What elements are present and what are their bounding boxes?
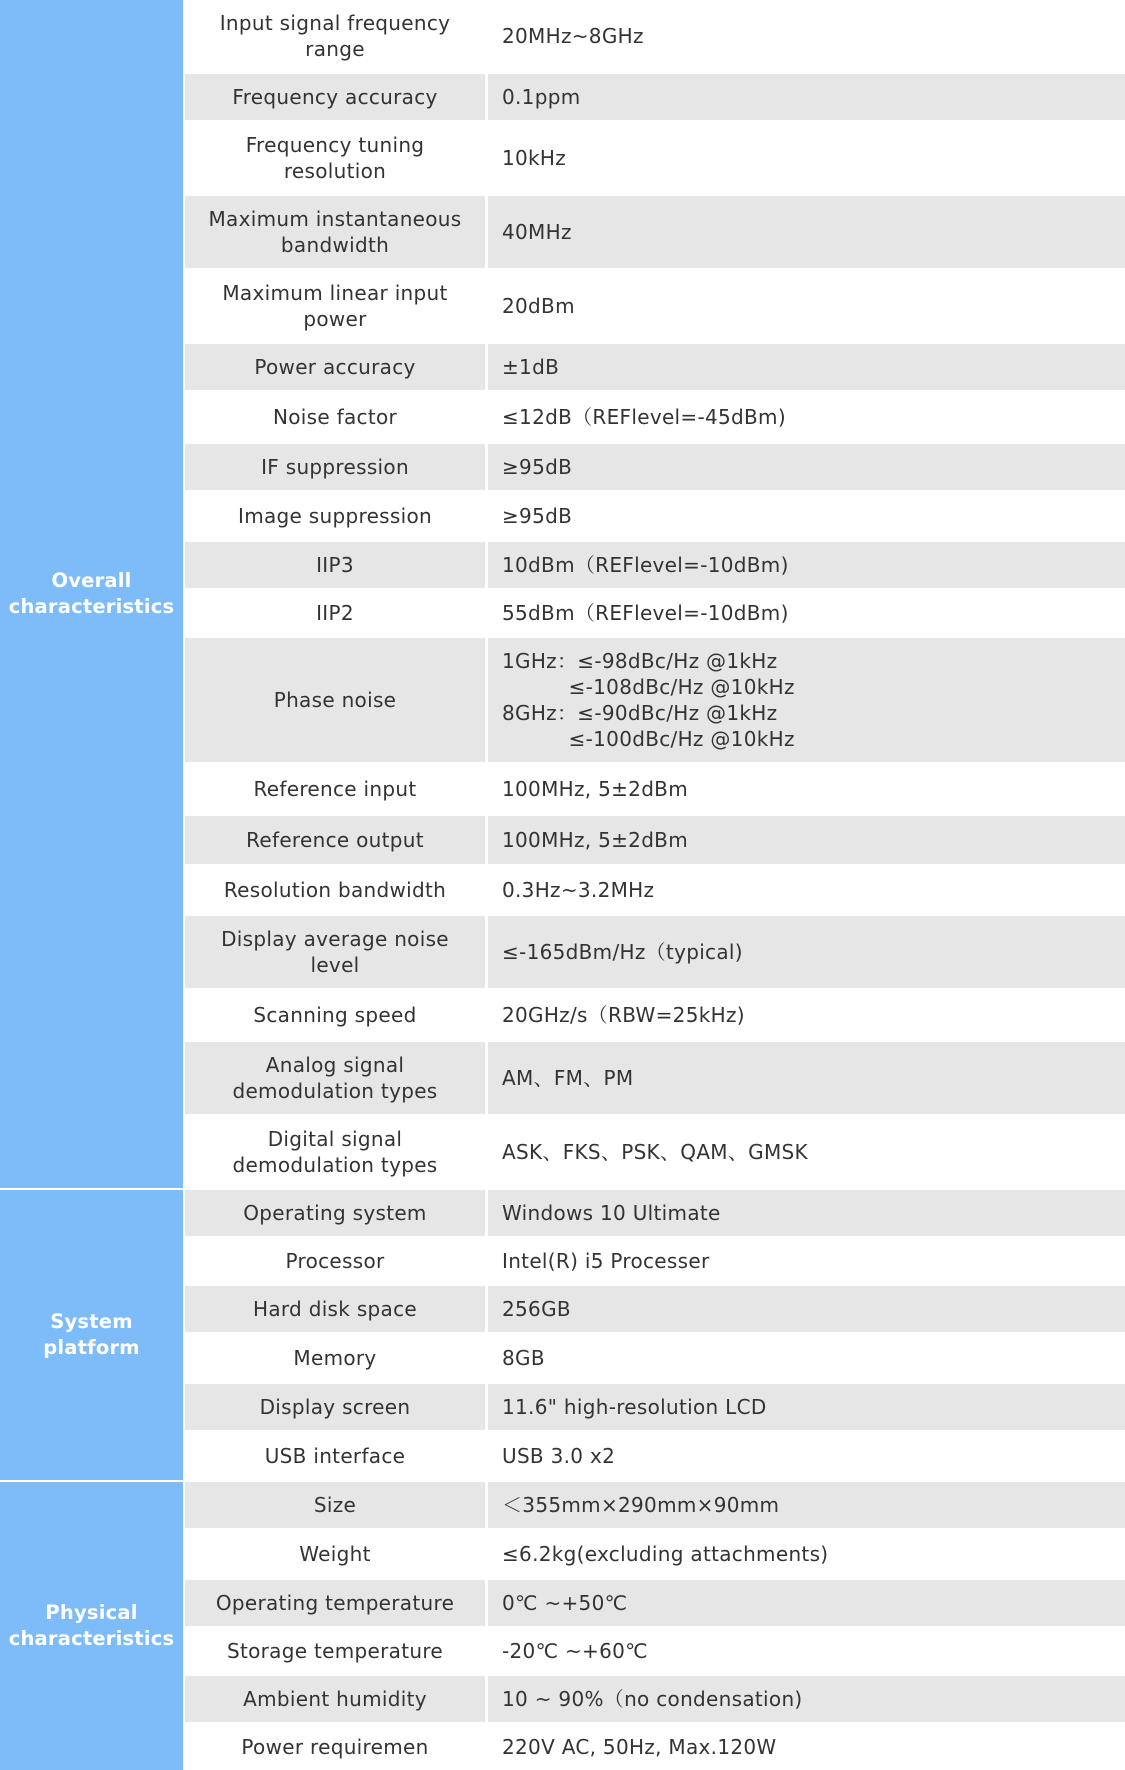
table-row <box>185 590 1125 636</box>
row-value: ≥95dB <box>488 444 1125 490</box>
table-row <box>185 1116 1125 1188</box>
row-value: ≥95dB <box>502 504 573 528</box>
row-label: IF suppression <box>185 444 485 490</box>
row-label: USB interface <box>264 1444 406 1468</box>
row-value: 8GB <box>502 1346 545 1370</box>
row-value: ≤12dB（REFlevel=-45dBm) <box>502 405 786 429</box>
section-system-platform <box>0 1190 183 1480</box>
table-row <box>185 1530 1125 1578</box>
row-value: 10 ~ 90%（no condensation) <box>488 1676 1125 1722</box>
row-label: Image suppression <box>238 504 432 528</box>
row-label: Storage temperature <box>226 1639 444 1663</box>
row-label: Memory <box>293 1346 377 1370</box>
table-row <box>185 1238 1125 1284</box>
row-value: ±1dB <box>488 344 1125 390</box>
section-physical-characteristics <box>0 1482 183 1770</box>
row-value: AM、FM、PM <box>488 1042 1125 1114</box>
row-label: Frequency accuracy <box>185 74 485 120</box>
row-value: 256GB <box>488 1286 1125 1332</box>
row-value: 220V AC, 50Hz, Max.120W <box>502 1735 777 1759</box>
row-label: Operating system <box>185 1190 485 1236</box>
row-label: Scanning speed <box>253 1003 417 1027</box>
row-label: Digital signal demodulation types <box>232 1127 438 1177</box>
row-label: Phase noise <box>185 638 485 762</box>
table-row <box>185 1580 1125 1626</box>
row-label: Weight <box>299 1542 371 1566</box>
row-label: Operating temperature <box>185 1580 485 1626</box>
row-value: 0.3Hz~3.2MHz <box>502 878 655 902</box>
table-row <box>185 0 1125 72</box>
row-label: Analog signal demodulation types <box>185 1042 485 1114</box>
table-row <box>185 764 1125 814</box>
table-row <box>185 392 1125 442</box>
table-row <box>185 344 1125 390</box>
table-row <box>185 122 1125 194</box>
section-label: Overall characteristics <box>8 569 175 618</box>
table-row <box>185 542 1125 588</box>
row-label: Maximum linear input power <box>222 281 448 331</box>
row-label: Power requiremen <box>241 1735 429 1759</box>
row-label: Resolution bandwidth <box>223 878 447 902</box>
row-label: Reference output <box>185 816 485 864</box>
row-label: IIP2 <box>316 601 354 625</box>
row-value: 20GHz/s（RBW=25kHz) <box>502 1003 745 1027</box>
table-row <box>185 74 1125 120</box>
row-value: -20℃ ~+60℃ <box>502 1639 648 1663</box>
table-row <box>185 1384 1125 1430</box>
row-value: 40MHz <box>488 196 1125 268</box>
table-row <box>185 1042 1125 1114</box>
row-label: Processor <box>285 1249 385 1273</box>
row-value: 20dBm <box>502 294 575 318</box>
table-row <box>185 1432 1125 1480</box>
table-row <box>185 1482 1125 1528</box>
row-value: ASK、FKS、PSK、QAM、GMSK <box>502 1140 808 1164</box>
row-label: IIP3 <box>185 542 485 588</box>
table-row <box>185 1334 1125 1382</box>
table-row <box>185 866 1125 914</box>
row-value: ≤6.2kg(excluding attachments) <box>502 1542 829 1566</box>
table-row <box>185 638 1125 762</box>
row-label: Frequency tuning resolution <box>245 133 425 183</box>
row-value: 10dBm（REFlevel=-10dBm) <box>488 542 1125 588</box>
section-label: System platform <box>43 1310 140 1359</box>
row-label: Maximum instantaneous bandwidth <box>185 196 485 268</box>
row-label: Power accuracy <box>185 344 485 390</box>
row-value: 0℃ ~+50℃ <box>488 1580 1125 1626</box>
table-row <box>185 196 1125 268</box>
row-label: Ambient humidity <box>185 1676 485 1722</box>
table-row <box>185 990 1125 1040</box>
row-label: Display average noise level <box>185 916 485 988</box>
table-row <box>185 444 1125 490</box>
row-label: Input signal frequency range <box>219 11 451 61</box>
row-value: 20MHz~8GHz <box>502 24 644 48</box>
row-label: Display screen <box>185 1384 485 1430</box>
row-value: 0.1ppm <box>488 74 1125 120</box>
row-value: 10kHz <box>502 146 567 170</box>
table-row <box>185 816 1125 864</box>
row-label: Reference input <box>253 777 417 801</box>
row-label: Size <box>185 1482 485 1528</box>
row-label: Hard disk space <box>185 1286 485 1332</box>
table-row <box>185 492 1125 540</box>
row-value: 11.6" high-resolution LCD <box>488 1384 1125 1430</box>
table-row <box>185 1190 1125 1236</box>
table-row <box>185 1286 1125 1332</box>
table-row <box>185 1724 1125 1770</box>
row-value: Intel(R) i5 Processer <box>502 1249 710 1273</box>
row-label: Noise factor <box>272 405 398 429</box>
row-value: 100MHz, 5±2dBm <box>502 777 688 801</box>
row-value: ＜355mm×290mm×90mm <box>488 1482 1125 1528</box>
row-value: ≤-165dBm/Hz（typical) <box>488 916 1125 988</box>
row-value: 1GHz：≤-98dBc/Hz @1kHz ≤-108dBc/Hz @10kHz 8GHz：≤-90dBc/Hz @1kHz ≤-100dBc/Hz @10kHz <box>488 638 1125 762</box>
table-row <box>185 1676 1125 1722</box>
row-value: 100MHz, 5±2dBm <box>488 816 1125 864</box>
table-row <box>185 1628 1125 1674</box>
table-row <box>185 916 1125 988</box>
row-value: 55dBm（REFlevel=-10dBm) <box>502 601 789 625</box>
table-row <box>185 270 1125 342</box>
section-overall-characteristics <box>0 0 183 1188</box>
section-label: Physical characteristics <box>8 1601 175 1650</box>
row-value: USB 3.0 x2 <box>502 1444 616 1468</box>
row-value: Windows 10 Ultimate <box>488 1190 1125 1236</box>
